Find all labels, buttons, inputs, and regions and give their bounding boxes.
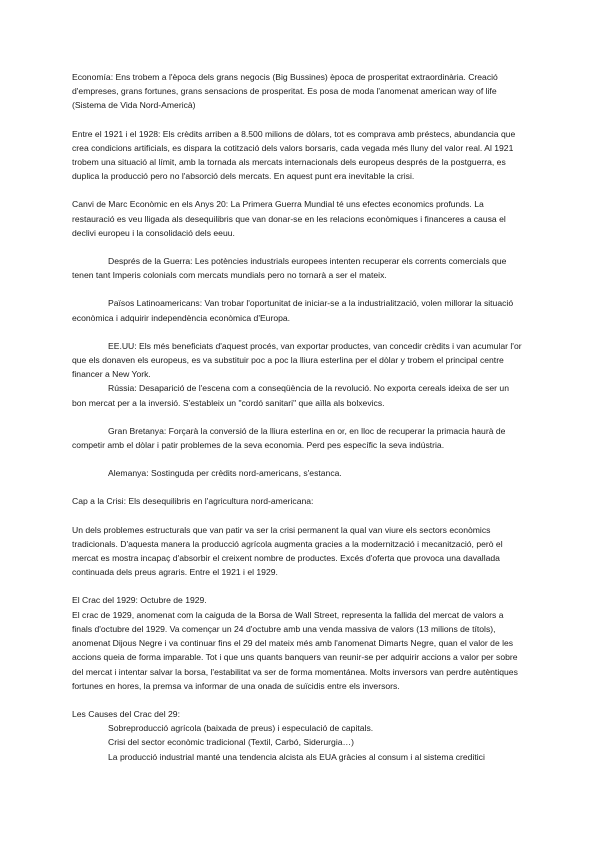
paragraph-entre-1921-1928: Entre el 1921 i el 1928: Els crèdits arriben a 8.500 milions de dòlars, tot es comprava amb préstecs, abundancia que crea condicions artificials, es dispara la cotització dels valors borsaris, cada vegada més lluny del valor real. Al 1921 trobem una situació al límit, amb la tornada als mercats internacionals dels europeus després de la postguerra, es duplica la producció pero no l'absorció dels mercats. En aquest punt era inevitable la crisi.	[72, 128, 516, 182]
heading-crac-1929: El Crac del 1929: Octubre de 1929.	[72, 595, 207, 606]
paragraph-despres-guerra: Després de la Guerra: Les potències industrials europees intenten recuperar els corrents comercials que tenen tant Imperis colonials com mercats mundials pero no tornarà a ser el mateix.	[72, 256, 507, 281]
list-item: Crisi del sector econòmic tradicional (Textil, Carbó, Siderurgia…)	[108, 737, 354, 748]
document-page	[72, 70, 522, 764]
causes-list	[72, 721, 522, 764]
paragraph-alemanya: Alemanya: Sostinguda per crèdits nord-americans, s'estanca.	[108, 468, 342, 479]
heading-causes-crac: Les Causes del Crac del 29:	[72, 708, 180, 719]
paragraph-economia: Economía: Ens trobem a l'època dels grans negocis (Big Bussines) època de prosperitat extraordinària. Creació d'empreses, grans fortunes, grans sensacions de prosperitat. Es posa de moda l'anomenat american way of life (Sistema de Vida Nord-Americà)	[72, 72, 498, 111]
paragraph-gran-bretanya: Gran Bretanya: Forçarà la conversió de la lliura esterlina en or, en lloc de recuperar la primacia haurà de competir amb el dòlar i patir problemes de la seva economia. Perd pes específic la seva indústria.	[72, 425, 506, 451]
paragraph-problemes-estructurals: Un dels problemes estructurals que van patir va ser la crisi permanent la qual van viure els sectors econòmics tradicionals. D'aquesta manera la producció agrícola augmenta gracies a la modernització i mecanització, però el mercat es mostra incapaç d'absorbir el creixent nombre de productes. Excés d'oferta que provoca una davallada continuada dels preus agraris. Entre el 1921 i el 1929.	[72, 524, 503, 578]
list-item: Sobreproducció agrícola (baixada de preus) i especulació de capitals.	[108, 723, 374, 734]
paragraph-crac-1929: El crac de 1929, anomenat com la caiguda de la Borsa de Wall Street, representa la fallida del mercat de valors a finals d'octubre del 1929. Va començar un 24 d'octubre amb una venda massiva de valors (13 milions de títols), anomenat Dijous Negre i va continuar fins el 29 del mateix més amb l'anomenat Dimarts Negre, quan el valor de les accions queia de forma imparable. Tot i que uns quants banquers van reunir-se per adquirir accions a valor per sobre del mercat i intentar salvar la borsa, l'estabilitat va ser de forma momentánea. Molts inversors van perdre autèntiques fortunes en hores, la premsa va informar de una onada de suïcidis entre els inversors.	[72, 609, 518, 691]
paragraph-russia: Rússia: Desaparició de l'escena com a conseqüència de la revolució. No exporta cereals ideixa de ser un bon mercat per a la inversió. S'estableix un "cordó sanitari" que aïlla als bolxevics.	[72, 383, 509, 408]
list-item: La producció industrial manté una tendencia alcista als EUA gràcies al consum i al sistema creditici	[108, 751, 485, 762]
paragraph-canvi-marc: Canvi de Marc Econòmic en els Anys 20: La Primera Guerra Mundial té uns efectes economics profunds. La restauració es veu lligada als desequilibris que van donar-se en les relacions econòmiques i financeres a causa el declivi europeu i la consolidació dels eeuu.	[72, 199, 506, 238]
paragraph-eeuu: EE.UU: Els més beneficiats d'aquest procés, van exportar productes, van concedir crèdits i van acumular l'or que els donaven els europeus, es va substituir poc a poc la lliura esterlina per el dòlar y trobem el principal centre financer a New York.	[72, 340, 522, 380]
heading-cap-crisi: Cap a la Crisi: Els desequilibris en l'agricultura nord-americana:	[72, 496, 314, 507]
paragraph-paisos-latinoamericans: Països Latinoamericans: Van trobar l'oportunitat de iniciar-se a la industrialització, volen millorar la situació econòmica i adquirir independència econòmica d'Europa.	[72, 298, 514, 323]
